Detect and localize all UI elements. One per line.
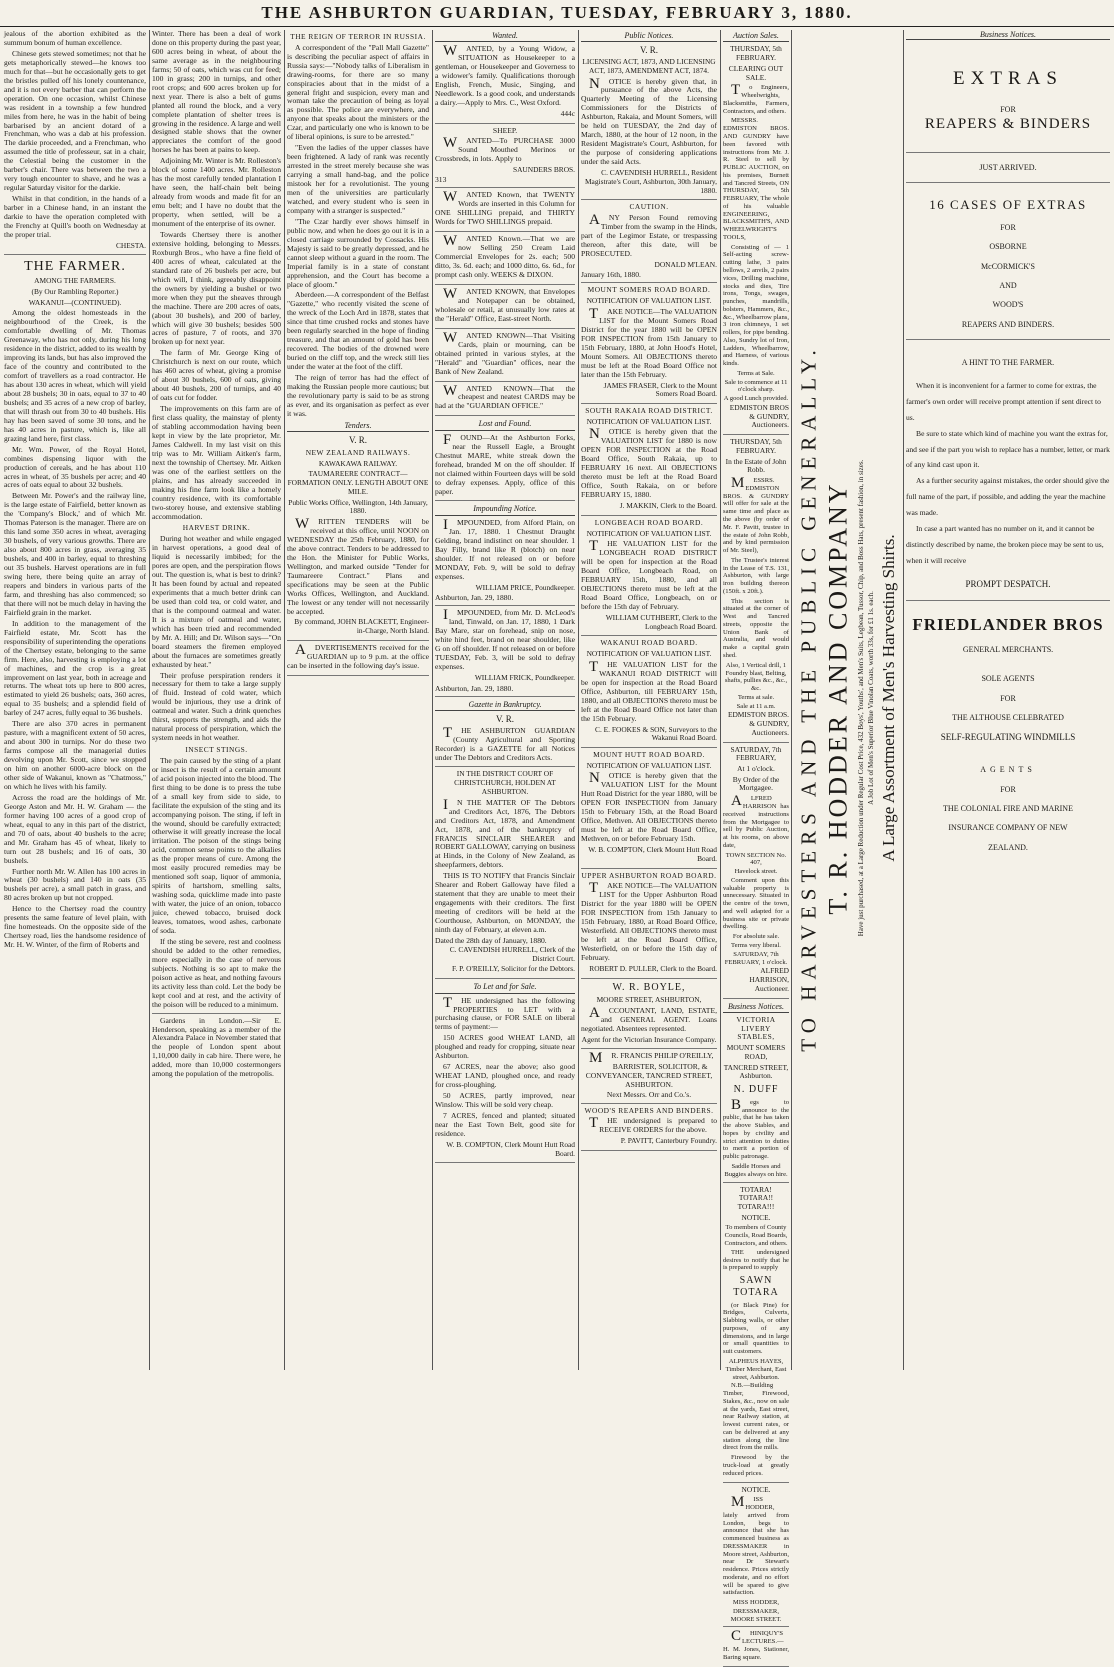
business-name: W. R. BOYLE, [612, 981, 686, 993]
notice-subtitle: KAWAKAWA RAILWAY. [318, 458, 398, 468]
sale-date: THURSDAY, 5th FEBRUARY. [730, 44, 782, 63]
ad-signature: MISS HODDER, [732, 1599, 780, 1607]
notice-title: NEW ZEALAND RAILWAYS. [305, 447, 411, 457]
ad-body: N.B.—Building Timber, Firewood, Stakes, &c., now on sale at the yards, East street, near Railway station, at lowest current rates, or can be delivered at any station along the line direct from the mills. [723, 1382, 789, 1452]
banner-heading: TO HARVESTERS AND THE PUBLIC GENERALLY. [796, 344, 821, 1052]
notice-signature: By command, JOHN BLACKETT, Engineer-in-Charge, North Island. [294, 617, 429, 636]
article-paragraph: Among the oldest homesteads in the neighbourhood of the Creek, is the comfortable dwelling of Mr. Thomas Greenaway, who has not only, during his long residence in the district, added to its wealth by improving its lands, but has also improved the face of the country and contributed to the comfort of travellers as a road contractor. He has about 130 acres in wheat, which will yield about 28 bushels; 30 in oats, equal to 37 to 40 bushels; and 35 acres of a new crop of barley, that will thrash out from 30 to 40 bushels. His hay has been saved of some 30 tons, and he has 40 acres in pasture, which is, like all grazing land here, first class. [4, 308, 146, 443]
column-rule [284, 30, 285, 1370]
cases-heading: 16 CASES OF EXTRAS [929, 197, 1087, 213]
sale-date: SATURDAY, 7th FEBRUARY, [730, 744, 782, 763]
divider [906, 152, 1110, 153]
notice-subtitle: NOTIFICATION OF VALUATION LIST. [586, 760, 712, 770]
divider [906, 182, 1110, 183]
reapers-heading: REAPERS & BINDERS [924, 116, 1092, 133]
banner-text: A Job Lot of Men's Superior Blue Vinolan Coats, worth 33s, for £1 1s. each. [866, 591, 875, 805]
ad-text: JUST ARRIVED. [979, 162, 1037, 172]
ad-date: Dated the 28th day of January, 1880. [435, 935, 547, 945]
ad-body: FOUND—At the Ashburton Forks, near the Russell Eagle, a Brought Chestnut MARE, white streak down the forehead, branded M on the off shoulder. If not claimed within Fourteen days will be sold to defray expenses. Apply, office of this paper. [435, 431, 575, 496]
notice-signature: C. E. FOOKES & SON, Surveyors to the Wakanui Road Board. [595, 724, 717, 743]
banner-text: Have just purchased, at a Large Reduction under Regular Cost Price, 432 Boys', Youths', and Men's Suits, Legbean, Tussor, Chip, and Boss Hats, present fashion, in sizes. [856, 459, 865, 937]
masthead [0, 0, 1114, 27]
friedlander-heading: FRIEDLANDER BROS [912, 614, 1104, 634]
article-paragraph: "The Czar hardly ever shows himself in public now, and when he does go out it is in a closed carriage surrounded by Cossacks. His Majesty is said to be greatly depressed, and he cannot sleep without a guard in the room. The Imperial family is in a state of constant apprehension, and the Court has become a place of gloom." [287, 216, 429, 289]
ad-body: For absolute sale. [732, 933, 780, 941]
ad-body: Terms very liberal. [731, 942, 781, 949]
article-paragraph: Towards Chertsey there is another extensive holding, belonging to Messrs. Roxburgh Bros., who have a fine field of 400 acres of wheat, calculated at the standard rate of 26 bushels per acre, but which will, I think, agreeably disappoint the owners by yielding a bushel or two more when they put the sheaves through the machine. There are 200 acres of oats, (about 30 bushels), and 200 of barley, which will give 30 bushels; besides 500 acres of pasture, 7 of roots, and 370 broken up for next year. [152, 229, 281, 347]
notice-subtitle: NOTIFICATION OF VALUATION LIST. [586, 296, 712, 306]
ad-code: 444c [560, 109, 575, 119]
ad-date: Ashburton, Jan. 29, 1880. [435, 593, 514, 603]
article-paragraph: A correspondent of the "Pall Mall Gazette" is describing the peculiar aspect of affairs in Russia says:—"Nobody talks of Liberalism in drawing-rooms, for there are so many conspiracies about that in the midst of a general fright and suspicion, every man and woman take the precaution of being as loyal as possible. The police are everywhere, and anyone that speaks about the ministers or the Czar, and particularly one who is known to be of liberal opinions, is sure to be arrested." [287, 42, 429, 142]
ad-body: 150 ACRES good WHEAT LAND, all ploughed and ready for cropping, situate near Ashburton. [435, 1033, 575, 1061]
article-paragraph: The pain caused by the sting of a plant or insect is the result of a certain amount of acid poison injected into the blood. The first thing to be done is to press the tube of a small key from side to side, to facilitate the expulsion of the sting and its accompanying poison. The sting, if left in the wound, should be carefully extracted; otherwise it will greatly increase the local irritation. The poison of the stings being acid, common sense points to the alkalies as the proper means of cure. Among the most easily procured remedies may be mentioned soft soap, liquor of ammonia, spirits of hartshorn, smelling salts, washing soda, quicklime made into paste with water, the juice of an onion, tobacco juice, chewed tobacco, bruised dock leaves, tomatoes, wood ashes, carbonate of soda. [152, 755, 281, 935]
ad-text: OSBORNE [989, 242, 1027, 252]
article-paragraph: jealous of the abortion exhibited as the summum bonum of human excellence. [4, 29, 146, 47]
ad-body: IN THE MATTER OF The Debtors and Creditors Act, 1876, The Debtors and Creditors Act, 1878, and Amendment Act, 1878, and of the bankruptcy of FRANCIS SINCLAIR SHEARER and ROBERT GALLOWAY, carrying on business at Hinds, in the Colony of New Zealand, as sheepfarmers, debtors. [435, 796, 575, 870]
ad-body: ALFRED HARRISON has received instructions from the Mortgagee to sell by Public Auction, at his rooms, on above date, [723, 793, 789, 849]
ad-text: INSURANCE COMPANY OF NEW [948, 823, 1068, 833]
article-paragraph: "Even the ladies of the upper classes have been frightened. A lady of rank was recently arrested in the street merely because she was carrying a small hand-bag, and the police mistook her for a revolutionist. The young men of the universities are particularly watched, and every student who is seen in company with a stranger is suspected." [287, 143, 429, 215]
impound-notice [435, 609, 575, 696]
notice-title: SOUTH RAKAIA ROAD DISTRICT. [585, 406, 713, 415]
notice-subtitle: NOTIFICATION OF VALUATION LIST. [586, 528, 712, 538]
ad-body: To members of County Councils, Road Boards, Contractors, and others. [724, 1224, 788, 1247]
ad-text: As a further security against mistakes, the order should give the full name of the part, if possible, and adding the year the machine was made. [906, 476, 1110, 518]
ad-text: THE COLONIAL FIRE AND MARINE [943, 803, 1073, 813]
notice-subtitle: TAUMAREERE CONTRACT—FORMATION ONLY. LENGTH ABOUT ONE MILE. [287, 469, 429, 496]
ad-signature: ALFRED HARRISON, Auctioneer. [749, 966, 789, 993]
notice-body: NOTICE is hereby given that the VALUATION LIST for the Mount Hutt Road District for the year 1880, will be OPEN FOR INSPECTION from January 15th to February 15th, at the Road Board Office, Methven. All OBJECTIONS thereto must be left at the Road Board Office, Methven, on or before February 15th. [581, 770, 717, 844]
ad-text: In case a part wanted has no number on it, and it cannot be distinctly described by name, the broken piece may be sent to us, when it will receive [906, 524, 1104, 566]
ad-signature: C. CAVENDISH HURRELL, Clerk of the District Court. [449, 944, 575, 963]
section-heading-business-notices: Business Notices. [906, 30, 1110, 40]
article-title: INSECT STINGS. [185, 745, 248, 755]
article-title: AMONG THE FARMERS. [34, 276, 116, 286]
ad-body: WANTED KNOWN—That Visiting Cards, plain or mourning, can be obtained printed in various styles, at the "Herald" and "Guardian" offices, near the Bank of New Zealand. [435, 329, 575, 376]
ad-body: Havelock street. [734, 868, 778, 876]
notice-title: LICENSING ACT, 1873, AND LICENSING ACT, 1873, AMENDMENT ACT, 1874. [582, 57, 716, 75]
ad-title: TOTARA! TOTARA!! TOTARA!!! [737, 1184, 775, 1211]
ad-text: SOLE AGENTS [981, 674, 1035, 684]
ad-text: GENERAL MERCHANTS. [962, 644, 1054, 654]
article-paragraph: If the sting be severe, rest and coolness should be added to the other remedies, more especially in the case of nervous subjects. Nothing is so apt to make the poison active as heat, and nothing favours its activity less than cold. Let the body be kept cool and at rest, and the activity of the poison will be reduced to a minimum. [152, 936, 281, 1009]
classified-ad [435, 134, 575, 189]
business-ad [723, 1630, 789, 1666]
ad-signature: ALPHEUS HAYES, Timber Merchant, East street, Ashburton. [725, 1358, 787, 1381]
article-paragraph: Adjoining Mr. Winter is Mr. Rolleston's block of some 1400 acres. Mr. Rolleston has the most carefully tended plantation I have seen, the half-chain belt being already from woods and made fit for an emu belt; and I have no doubt that the property, when settled, will be a monument of the enterprise of its owner. [152, 156, 281, 229]
ad-text: AND [999, 281, 1017, 291]
sale-title: In the Estate of John Robb. [725, 456, 787, 475]
court-heading: IN THE DISTRICT COURT OF CHRISTCHURCH, HOLDEN AT ASHBURTON. [454, 769, 556, 796]
notice-title: LONGBEACH ROAD BOARD. [594, 517, 704, 527]
business-ad [723, 1096, 789, 1183]
notice-place: Public Works Office, Wellington, 14th January, 1880. [288, 497, 428, 516]
article-paragraph: Between Mr. Power's and the railway line, is the large estate of Fairfield, better known as the 'Company's Block,' and of which Mr. Thomas Paterson is the manager. There are on this land some 350 acres in wheat, averaging 30 bushels, of very various growths. There are also about 800 acres in grass, averaging 35 bushels, and 400 in barley, equal to threshing out 35 bushels. Harvest operations are in full swing here, there being quite an array of reapers and binders in various parts of the farm, and threshing has also commenced; so that there will not be much delay in having the Fairfield grain in the market. [4, 491, 146, 617]
article-paragraph: The farm of Mr. George King of Christchurch is next on our route, which has 460 acres of wheat, giving a promise of about 30 bushels, 600 of oats, giving about 40 bushels, 200 of turnips, and 40 of oats cut for fodder. [152, 348, 281, 403]
column-rule [903, 30, 904, 1370]
classified-ad [435, 431, 575, 502]
ad-body: WANTED Known.—That we are now Selling 250 Cream Laid Commercial Envelopes for 2s. each; 500 ditto, 3s. 6d. each; and 1000 ditto, 6s. 6d., for prompt cash only. WEEKS & DIXON. [435, 233, 575, 279]
article-paragraph: The improvements on this farm are of first class quality, the mainstay of plenty of stabling accommodation having been kept in view by the late proprietor, Mr. James Caldwell. In my last visit on this trip was to Mr. William Aitken's farm, next the township of Chertsey. Mr. Aitken was one of the earliest settlers on the plains, and has already succeeded in making his fine farm look like a homely country residence, with its comfortable two-storey house, and extensive stabling accommodation. [152, 404, 281, 521]
ad-body: MESSRS. EDMISTON BROS. AND GUNDRY have been favored with instructions from Mr. J. R. Steel to sell by PUBLIC AUCTION, on his premises, Burnett and Tancred Streets, ON THURSDAY, 5th FEBRUARY, The whole of his valuable ENGINEERING, BLACKSMITH'S, AND WHEELWRIGHT'S TOOLS, [723, 117, 789, 241]
article-paragraph: Whilst in that condition, in the hands of a barber in a Chinese hand, in an instant the darkie to have the operation completed with the Frenchy at Quill's booth on Wednesday at the proper trial. [4, 194, 146, 239]
ad-body: Next Messrs. Orr and Co.'s. [606, 1089, 692, 1099]
notice-subtitle: NOTIFICATION OF VALUATION LIST. [586, 649, 712, 659]
sale-order: By Order of the Mortgagee. [732, 774, 780, 793]
ad-text: FOR [1000, 693, 1016, 703]
ad-body: A good Lunch provided. [723, 395, 789, 403]
column-6 [723, 30, 789, 1661]
ad-signature: EDMISTON BROS. & GUNDRY, Auctioneers. [727, 710, 789, 737]
notice-body: NOTICE is hereby given that the VALUATION LIST for 1880 is now OPEN FOR INSPECTION at the Road Board Office, South Rakaia, up to FEBRUARY 16 next. All OBJECTIONS thereto must be left at the Road Board Office, South Rakaia, on or before FEBRUARY 15, 1880. [581, 426, 717, 500]
ad-body: The Trustee's interest in the Lease of T.S. 131, Ashburton, with large iron building thereon (150ft. x 20ft.). [723, 556, 789, 595]
article-paragraph: During hot weather and while engaged in harvest operations, a good deal of liquid is necessarily imbibed; for the pores are open, and the perspiration flows out. The question is, what is best to drink? It has been found by actual and repeated experiments that a much better drink can be used than cold tea, or cold water, and that is the compound oatmeal and water. It is a mixture of oatmeal and water, which has been tried and recommended by Mr. A. Hill; and Dr. Wilson says—"On board steamers the firemen employed about the furnaces are sometimes greatly exhausted by heat." [152, 534, 281, 669]
ad-body: Terms at sale. [737, 693, 775, 701]
notice-body: TAKE NOTICE—The VALUATION LIST for the Mount Somers Road District for the year 1880 will be OPEN FOR INSPECTION from 15th January to 15th February, 1880, at John Hood's Hotel, Mount Somers. All OBJECTIONS thereto must be left at the Road Board Office not later than the 15th February. [581, 305, 717, 379]
ad-text: SELF-REGULATING WINDMILLS [940, 732, 1076, 743]
business-ad [581, 1117, 717, 1151]
section-heading-tenders: Tenders. [287, 421, 429, 432]
ad-text: FOR [1000, 222, 1016, 232]
notice-title: MOUNT SOMERS ROAD BOARD. [587, 285, 711, 295]
public-notice [581, 772, 717, 868]
tender-notice [287, 518, 429, 641]
article-paragraph: Gardens in London.—Sir E. Henderson, speaking as a member of the Alexandra Palace in November stated that the people of London spent about 1,10,000 daily in cab hire. There were, he added, more than 10,000 costermongers among the population of the metropolis. [152, 1015, 281, 1079]
ad-signature: WILLIAM FRICK, Poundkeeper. [474, 672, 575, 682]
section-heading-business-notices: Business Notices. [723, 1002, 789, 1013]
classified-ad [435, 329, 575, 382]
ad-signature: F. P. O'REILLY, Solicitor for the Debtors. [451, 964, 575, 974]
ad-date: Ashburton, Jan. 29, 1880. [435, 683, 514, 693]
ad-body: THE ASHBURTON GUARDIAN (County Agricultural and Sporting Recorder) is a GAZETTE for all Notices under The Debtors and Creditors Acts. [435, 724, 575, 762]
ad-body: ACCOUNTANT, LAND, ESTATE, and GENERAL AGENT. Loans negotiated. Absentees represented. [581, 1005, 717, 1034]
notice-signature: C. CAVENDISH HURRELL, Resident Magistrate's Court, Ashburton, 30th January, 1880. [584, 168, 717, 195]
notice-body: TAKE NOTICE—The VALUATION LIST for the Upper Ashburton Road District for the year 1880 will be OPEN FOR INSPECTION from 15th January to 15th February, 1880, at Road Board Office, Westerfield. All OBJECTIONS thereto must be left at the Road Board Office, Westerfield, on or before the 15th day of February. [581, 880, 717, 962]
public-notice [581, 428, 717, 515]
classified-ad [435, 191, 575, 232]
article-paragraph: In addition to the management of the Fairfield estate, Mr. Scott has the responsibility of superintending the operations of the Chertsey estate, belonging to the same firm. Here, also, harvesting is employing a lot of machines, and the crop is a great improvement on last year, both in acreage and returns. The wheat tots up here to 800 acres, estimated to yield 26 bushels; oats, 360 acres, equal to 35 bushels; and a splendid field of barley of 247 acres, fully equal to 36 bushels. [4, 618, 146, 718]
ad-body: Sale to commence at 11 o'clock sharp. [724, 378, 788, 394]
article-paragraph: Hence to the Chertsey road the country presents the same feature of level plain, with fine homesteads. On the opposite side of the Chertsey road, lies the handsome residence of Mr. H. W. Winter, of the firm of Roberts and [4, 904, 146, 950]
ad-body: THE undersigned has the following PROPERTIES to LET with a purchasing clause, or FOR SALE on liberal terms of payment:— [435, 994, 575, 1032]
royal-cipher: V. R. [639, 45, 659, 56]
divider [906, 600, 1110, 601]
ad-body: Firewood by the truck-load at greatly reduced prices. [723, 1454, 789, 1477]
ad-body: SATURDAY, 7th FEBRUARY, 1 o'clock. [724, 950, 788, 966]
public-notice [581, 540, 717, 636]
ad-text: REAPERS AND BINDERS. [961, 319, 1055, 329]
notice-body: ADVERTISEMENTS received for the GUARDIAN up to 9 p.m. at the office can be inserted in the following day's issue. [287, 641, 429, 670]
notice-title: MOUNT HUTT ROAD BOARD. [593, 750, 705, 759]
notice-body: THE VALUATION LIST for the LONGBEACH ROAD DISTRICT will be open for inspection at the Road Board Office, Longbeach Road, on FEBRUARY 15th, 1880, and all OBJECTIONS thereto must be left at the Road Board Office, Longbeach, on or before the 15th day of February. [581, 538, 717, 611]
sale-time: At 1 o'clock. [737, 764, 775, 774]
section-heading-public-notices: Public Notices. [581, 31, 717, 42]
ad-text: ZEALAND. [988, 842, 1028, 852]
ad-body: IMPOUNDED, from Alford Plain, on Jan. 17, 1880. 1 Chestnut Draught Gelding, brand indistinct on near shoulder. 1 Bay Filly, brand like R (blotch) on near shoulder. If not released on or before MONDAY, Feb. 9, will be sold to defray expenses. [435, 516, 575, 581]
divider [152, 1013, 281, 1014]
ad-body: THIS IS TO NOTIFY that Francis Sinclair Shearer and Robert Galloway have filed a statement that they are unable to meet their engagements with their creditors. The first meeting of creditors will be held at the Courthouse, Ashburton, on MONDAY, the ninth day of February, at eleven a.m. [435, 871, 575, 935]
ad-body: (or Black Pine) for Bridges, Culverts, Slabbing walls, or other purposes, of any dimensions, and in large or small quantities to suit customers. [723, 1301, 789, 1356]
article-signature: CHESTA. [116, 240, 146, 250]
ad-text: WOOD'S [992, 300, 1024, 310]
notice-signature: DONALD M'LEAN. [654, 259, 717, 269]
ad-body: Terms at Sale. [737, 369, 775, 377]
ad-body: Saddle Horses and Buggies always on hire. [724, 1163, 788, 1178]
ad-body: 50 ACRES, partly improved, near Winslow. This will be sold very cheap. [435, 1091, 575, 1110]
section-heading-farmer: THE FARMER. [24, 258, 126, 274]
notice-signature: JAMES FRASER, Clerk to the Mount Somers Road Board. [603, 380, 717, 399]
ad-body: 67 ACRES, near the above; also good WHEAT LAND, ploughed once, and ready for cross-ploughing. [435, 1062, 575, 1090]
notice-body: WRITTEN TENDERS will be received at this office, until NOON on WEDNESDAY the 25th February, 1880, for the above contract. Tenders to be addressed to the Hon. the Minister for Public Works, Wellington, and marked outside "Tender for Taumareere Contract." Plans and specifications may be seen at the Public Works Offices, Wellington, and Auckland. The lowest or any tender will not necessarily be accepted. [287, 516, 429, 616]
ad-body: WANTED Known, that TWENTY Words are inserted in this Column for ONE SHILLING prepaid, and THIRTY Words for TWO SHILLINGS prepaid. [435, 189, 575, 227]
ad-title: NOTICE. [741, 1484, 771, 1494]
notice-signature: WILLIAM CUTHBERT, Clerk to the Longbeach Road Board. [605, 612, 717, 631]
notice-title: UPPER ASHBURTON ROAD BOARD. [581, 870, 717, 880]
article-paragraph: The reign of terror has had the effect of making the Russian people more cautious; but the revolutionary party is said to be as strong as ever, and its organisation as perfect as ever it was. [287, 373, 429, 418]
ad-body: WANTED, by a Young Widow, a SITUATION as Housekeeper to a gentleman, or Housekeeper and Governess to a widower's family. Qualifications thorough English, French, Music, Singing, and Needlework. Is a good cook, and understands a dairy.—Apply to Mrs. C., West Oxford. [435, 43, 575, 108]
gazette-notice [435, 796, 575, 979]
article-dateline: WAKANUI—(CONTINUED). [28, 297, 122, 307]
ad-text: When it is inconvenient for a farmer to come for extras, the farmer's own order will receive prompt attention if sent direct to us. [906, 380, 1101, 422]
article-paragraph: There are also 370 acres in permanent pasture, with a magnificent extent of 50 acres, and about 300 in turnips. Nor do these two farms compose all the managerial duties devolving upon Mr. Scott, since we stopped on him on another 6000-acre block on the other side of Wakanui, known as "Chatmoss," on which he lives with his family. [4, 719, 146, 791]
ad-text: McCORMICK'S [981, 261, 1035, 271]
ad-text: FOR [1000, 784, 1016, 794]
column-8 [906, 30, 1110, 1366]
column-5 [581, 30, 717, 1366]
ad-title: A HINT TO THE FARMER. [961, 358, 1055, 368]
ad-body: Sale at 11 a.m. [736, 702, 776, 710]
banner-shirts: A Large Assortment of Men's Harvesting Shirts. [878, 534, 898, 862]
auction-ad [723, 84, 789, 435]
ad-body: TOWN SECTION No. 407, [725, 851, 787, 867]
divider [906, 339, 1110, 340]
ad-text: AGENTS [980, 765, 1036, 775]
column-3 [287, 30, 429, 1366]
ad-body: THE undersigned is prepared to RECEIVE ORDERS for the above. [589, 1115, 717, 1135]
ad-text: FOR [1000, 104, 1016, 114]
ad-body: WANTED—To PURCHASE 3000 Sound Mouthed Merinos or Crossbreds, in lots. Apply to [435, 134, 575, 163]
notice-title: WAKANUI ROAD BOARD. [600, 638, 698, 648]
notice-title: CAUTION. [629, 202, 669, 212]
notice-date: January 16th, 1880. [581, 270, 641, 280]
ad-body: To Engineers, Wheelwrights, Blacksmiths, Farmers, Contractors, and others. [723, 82, 789, 115]
section-heading-auction-sales: Auction Sales. [723, 31, 789, 42]
article-paragraph: Winter. There has been a deal of work done on this property during the past year, 600 acres being in wheat, of about the same average as in the neighbouring farms; 50 of oats, which was cut for feed; 100 in grass; 200 in turnips, and other root crops; and 600 acres broken up for next year. There is also a belt of gums planted all round the block, and a very complete plantation of shelter trees is growing in the residence. A large and well designed stable shows that the owner appreciates the comfort of the good horses he has been at pains to keep. [152, 29, 281, 155]
column-rule [578, 30, 579, 1370]
article-paragraph: Across the road are the holdings of Mr. George Aston and Mr. H. W. Graham — the former having 100 acres of a good crop of wheat, equal to any in this part of the district, and 70 of oats, about 40 bushels to the acre; and Mr. Graham has 45 of wheat, likely to turn out 28 bushels; and 16 of oats, 30 bushels. [4, 792, 146, 865]
business-name: N. DUFF [733, 1084, 779, 1096]
ad-body: Comment upon this valuable property is unnecessary. Situated in the centre of the town, and well adapted for a business site or private dwelling. [723, 876, 789, 931]
business-address: MOUNT SOMERS ROAD, [726, 1043, 786, 1061]
royal-cipher: V. R. [495, 714, 515, 725]
ad-text: Be sure to state which kind of machine you want the extras for, and see if the part you wish to replace has a number, letter, or mark of any kind cast upon it. [906, 428, 1110, 470]
article-paragraph: Further north Mr. W. Allen has 100 acres in wheat (30 bushels) and 140 in oats (35 bushels per acre), a small patch in grass, and 80 acres broken up but not cropped. [4, 866, 146, 903]
sale-title: CLEARING OUT SALE. [728, 63, 784, 82]
ad-body: MISS HODDER, lately arrived from London, begs to announce that she has commenced business as DRESSMAKER in Moore street, Ashburton, near Dr Stewart's residence. Prices strictly moderate, and no effort will be spared to give satisfaction. [723, 1494, 789, 1597]
notice-body: THE VALUATION LIST for the WAKANUI ROAD DISTRICT will be open for inspection at the Road Board Office, Ashburton, till FEBRUARY 15th, 1880, and all OBJECTIONS thereto must be left at the Road Board Office not later than the 15th February. [581, 658, 717, 723]
royal-cipher: V. R. [348, 435, 368, 446]
ad-body: BARRISTER, SOLICITOR, & CONVEYANCER, TANCRED STREET, ASHBURTON. [585, 1061, 713, 1089]
business-address: TANCRED STREET, Ashburton. [723, 1062, 789, 1081]
notice-body: NOTICE is hereby given that, in pursuance of the above Acts, the Quarterly Meeting of the Licensing Commissioners for the Districts of Ashburton, Rakaia, and Mount Somers, will be held on TUESDAY, the 2nd day of March, 1880, at the hour of 12 noon, in the Resident Magistrate's Court, Ashburton, for the purpose of considering applications under the said Acts. [581, 75, 717, 167]
ad-signature: W. B. COMPTON, Clerk Mount Hutt Road Board. [446, 1139, 575, 1158]
ad-body: Consisting of — 1 Self-acting screw-cutting lathe, 3 pairs bellows, 2 anvils, 2 pairs vices, Drilling machine, stocks and dies, Tire irons, Tongs, swages, punches, mandrills, bolsters, Hammers, &c., &c., Wheelbarrow plans, 3 iron chimneys, 1 set rollers, for pipe bending. Also, Sundry lot of Iron, Ladders, Wheelbarrow, and Harness, of various kinds. [723, 243, 789, 368]
sale-date: THURSDAY, 5th FEBRUARY. [730, 437, 782, 455]
divider [4, 254, 146, 255]
article-title: HARVEST DRINK. [182, 523, 251, 533]
ad-body: WANTED KNOWN, that Envelopes and Notepaper can be obtained, wholesale or retail, at unusually low rates at the "Herald" Office, East-street North. [435, 285, 575, 323]
classified-ad [435, 45, 575, 123]
article-paragraph: Chinese gets stewed sometimes; not that he gets metaphorically stewed—he knows too much for that—but he occasionally gets to get the bristles pulled off his lonely countenance, and it is not every barber that can perform the operation. On one occasion, whilst Chinese was resident in a township a few hundred miles from here, he was in the habit of being barbarised by an ancient dotard of a Frenchman, who was a dab at his profession. The darkie proceeded, and a Frenchman, who assumed the title of professeur, sat in a chair, the Celestial being the customer in the barber's chair. There was between the two a very tough encounter to shave, and he was a regular Saturday visitor for the darkie. [4, 48, 146, 193]
public-notice [581, 75, 717, 201]
ad-signature: EDMISTON BROS & GUNDRY, Auctioneers. [729, 403, 789, 430]
public-notice [581, 882, 717, 978]
ad-body: This section is situated at the corner of West and Tancred streets, opposite the Union Bank of Australia, and would make a capital grain shed. [723, 597, 789, 659]
article-paragraph: Aberdeen.—A correspondent of the Belfast "Gazette," who recently visited the scene of the wreck of the Loch Ard in 1878, states that since that time crushed rocks and stones have been regularly searched in the hope of finding treasure, and that an amount of gold has been recovered. The bodies of the drowned were buried on the cliff top, and the wreck still lies under the water at the foot of the cliff. [287, 290, 429, 372]
ad-address: DRESSMAKER, MOORE STREET. [730, 1607, 782, 1623]
ad-body: MESSRS. EDMISTON BROS. & GUNDRY will offer for sale at the same time and place as the above (by order of Mr. F. Pavitt, trustee in the estate of John Robb, and by kind permission of Mr. Steel), [723, 475, 789, 555]
column-4 [435, 30, 575, 1366]
ad-title: WOOD'S REAPERS AND BINDERS. [584, 1105, 714, 1115]
ad-body: 7 ACRES, fenced and planted; situated near the East Town Belt, good site for residence. [435, 1111, 575, 1138]
ad-code: 313 [435, 175, 447, 185]
auction-ad [723, 795, 789, 998]
ad-body: Begs to announce to the public, that he has taken the above Stables, and hopes by civility and strict attention to duties to merit a portion of public patronage. [723, 1096, 789, 1161]
business-ad [581, 1049, 717, 1104]
business-ad [723, 1496, 789, 1627]
notice-signature: W. B. COMPTON, Clerk Mount Hutt Road Board. [588, 845, 717, 863]
public-notice [581, 305, 717, 404]
article-title: THE REIGN OF TERROR IN RUSSIA. [290, 32, 426, 41]
ad-body: IMPOUNDED, from Mr. D. McLeod's land, Tinwald, on Jan. 17, 1880, 1 Dark Bay Mare, star on forehead, snip on nose, white hind feet, brand on near shoulder, like G on off shoulder. If not released on or before TUESDAY, Feb. 3, will be sold to defray expenses. [435, 607, 575, 671]
ad-product: SAWN TOTARA [733, 1275, 779, 1298]
business-ad [723, 1224, 789, 1482]
property-ad [435, 994, 575, 1164]
classified-ad [435, 382, 575, 417]
public-notice [581, 658, 717, 748]
classified-ad [435, 285, 575, 329]
newspaper-title: THE ASHBURTON GUARDIAN, TUESDAY, FEBRUARY 3, 1880. [261, 3, 853, 22]
business-ad [581, 1007, 717, 1049]
column-rule [720, 30, 721, 1370]
ad-signature: P. PAVITT, Canterbury Foundry. [620, 1136, 717, 1146]
banner-company: T. R. HODDER AND COMPANY [823, 481, 853, 915]
ad-title: SHEEP. [492, 125, 518, 135]
impound-notice [435, 516, 575, 606]
ad-signature: WILLIAM PRICE, Poundkeeper. [475, 582, 575, 592]
public-notice [581, 211, 717, 283]
article-paragraph: Their profuse perspiration renders it necessary for them to take a large supply of fluid. Instead of cold water, which would be injurious, they use a drink of oatmeal and water. Such a drink quenches thirst, supports the strength, and aids the natural process of perspiration, which the system needs in hot weather. [152, 670, 281, 743]
column-1 [4, 30, 146, 1366]
ad-title: MR. FRANCIS PHILIP O'REILLY, [589, 1049, 714, 1066]
ad-title: NOTICE. [741, 1212, 771, 1222]
article-paragraph: Mr. Wm. Power, of the Royal Hotel, combines dispensing liquor with the production of cereals, and he has about 110 acres in wheat, of 35 bushels per acre; and 40 acres of oats equal to about 32 bushels. [4, 444, 146, 490]
classified-ad [435, 235, 575, 285]
business-name: VICTORIA LIVERY STABLES, [736, 1014, 776, 1042]
ad-body: WANTED KNOWN—That the cheapest and neatest CARDS may be had at the "GUARDIAN OFFICE." [435, 382, 575, 411]
ad-body: Agent for the Victorian Insurance Company. [581, 1035, 717, 1044]
ad-signature: SAUNDERS BROS. [512, 164, 575, 174]
auction-ad [723, 477, 789, 742]
gazette-notice [435, 724, 575, 768]
ad-body: THE undersigned desires to notify that he is prepared to supply [723, 1248, 789, 1272]
section-heading-impounding: Impounding Notice. [435, 504, 575, 515]
ad-body: Also, 1 Vertical drill, 1 Foundry blast, Belting, shafts, pullies &c., &c., &c. [724, 661, 788, 693]
column-rule [432, 30, 433, 1370]
extras-heading: EXTRAS [953, 68, 1063, 90]
ad-title: PROMPT DESPATCH. [965, 579, 1051, 590]
column-rule [149, 30, 150, 1370]
notice-body: ANY Person Found removing Timber from the swamp in the Hinds, part of the Legimor Estate, or trespassing thereon, after this date, will be PROSECUTED. [581, 211, 717, 258]
section-heading-to-let: To Let and for Sale. [435, 982, 575, 993]
hodder-vertical-advertisement [792, 30, 902, 1366]
notice-subtitle: NOTIFICATION OF VALUATION LIST. [586, 416, 712, 426]
article-byline: (By Our Rambling Reporter.) [31, 286, 119, 296]
notice-signature: J. MAKKIN, Clerk to the Board. [619, 501, 717, 511]
section-heading-gazette: Gazette in Bankruptcy. [435, 700, 575, 711]
section-heading-lost-found: Lost and Found. [435, 419, 575, 430]
advertisement [287, 641, 429, 676]
ad-body: CHINIQUY'S LECTURES.—H. M. Jones, Stationer, Baring square. [723, 1628, 789, 1661]
business-address: MOORE STREET, ASHBURTON, [596, 995, 702, 1005]
ad-text: THE ALTHOUSE CELEBRATED [952, 713, 1064, 723]
column-2 [152, 30, 281, 1366]
notice-signature: ROBERT D. PULLER, Clerk to the Board. [589, 963, 717, 973]
section-heading-wanted: Wanted. [435, 31, 575, 42]
